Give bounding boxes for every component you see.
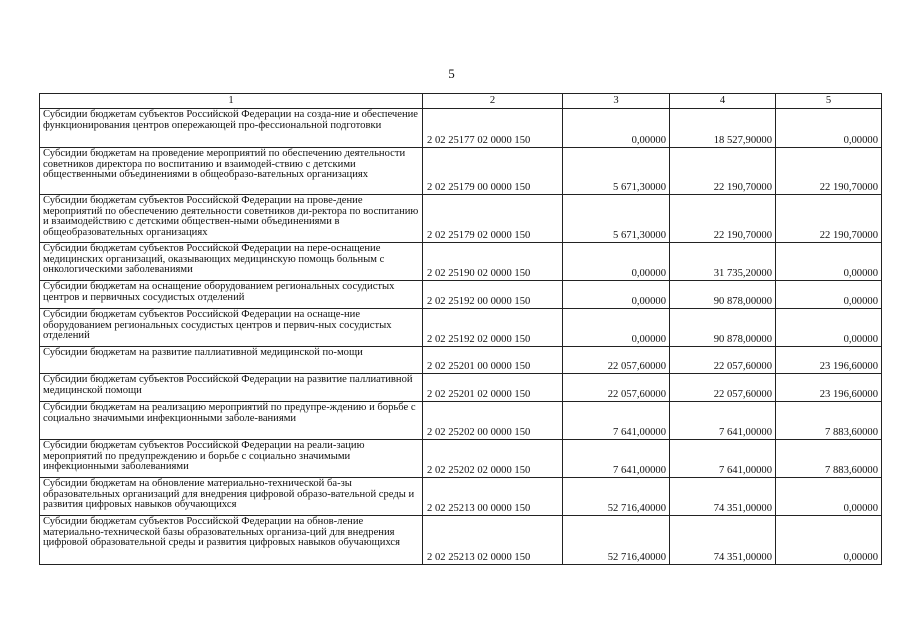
value-col5-cell: 23 196,60000 bbox=[776, 374, 882, 402]
table-row bbox=[40, 516, 882, 565]
budget-code-cell: 2 02 25179 00 0000 150 bbox=[423, 148, 563, 195]
value-col5-cell: 0,00000 bbox=[776, 281, 882, 309]
column-header-3: 3 bbox=[563, 94, 670, 109]
budget-code-cell: 2 02 25213 02 0000 150 bbox=[423, 516, 563, 565]
value-col4-cell: 7 641,00000 bbox=[670, 402, 776, 440]
row-name-cell: Субсидии бюджетам субъектов Российской Федерации на созда-ние и обеспечение функционирования центров опережающей про-фессиональной подготовки bbox=[40, 109, 423, 148]
row-name-cell: Субсидии бюджетам на развитие паллиативной медицинской по-мощи bbox=[40, 347, 423, 374]
value-col4-cell: 18 527,90000 bbox=[670, 109, 776, 148]
budget-code-cell: 2 02 25179 02 0000 150 bbox=[423, 195, 563, 243]
table-row bbox=[40, 478, 882, 516]
value-col5-cell: 0,00000 bbox=[776, 478, 882, 516]
value-col3-cell: 52 716,40000 bbox=[563, 516, 670, 565]
page-number: 5 bbox=[448, 66, 455, 81]
row-name-cell: Субсидии бюджетам на оснащение оборудованием региональных сосудистых центров и первичных сосудистых отделений bbox=[40, 281, 423, 309]
table-row bbox=[40, 281, 882, 309]
value-col4-cell: 22 190,70000 bbox=[670, 148, 776, 195]
column-header-2: 2 bbox=[423, 94, 563, 109]
table-row bbox=[40, 109, 882, 148]
value-col5-cell: 22 190,70000 bbox=[776, 195, 882, 243]
column-header-5: 5 bbox=[776, 94, 882, 109]
value-col5-cell: 7 883,60000 bbox=[776, 440, 882, 478]
table-row bbox=[40, 440, 882, 478]
value-col4-cell: 22 057,60000 bbox=[670, 374, 776, 402]
value-col5-cell: 0,00000 bbox=[776, 109, 882, 148]
value-col4-cell: 22 190,70000 bbox=[670, 195, 776, 243]
table-row bbox=[40, 195, 882, 243]
value-col3-cell: 22 057,60000 bbox=[563, 347, 670, 374]
table-row bbox=[40, 347, 882, 374]
value-col4-cell: 74 351,00000 bbox=[670, 516, 776, 565]
value-col5-cell: 23 196,60000 bbox=[776, 347, 882, 374]
table-row bbox=[40, 243, 882, 281]
budget-table bbox=[39, 93, 882, 565]
budget-code-cell: 2 02 25202 02 0000 150 bbox=[423, 440, 563, 478]
table-header-row bbox=[40, 94, 882, 109]
value-col5-cell: 22 190,70000 bbox=[776, 148, 882, 195]
budget-code-cell: 2 02 25201 02 0000 150 bbox=[423, 374, 563, 402]
budget-code-cell: 2 02 25177 02 0000 150 bbox=[423, 109, 563, 148]
row-name-cell: Субсидии бюджетам субъектов Российской Федерации на оснаще-ние оборудованием региональных сосудистых центров и первич-ных сосудистых отделений bbox=[40, 309, 423, 347]
value-col4-cell: 90 878,00000 bbox=[670, 281, 776, 309]
value-col5-cell: 0,00000 bbox=[776, 516, 882, 565]
table-row bbox=[40, 374, 882, 402]
value-col4-cell: 7 641,00000 bbox=[670, 440, 776, 478]
budget-code-cell: 2 02 25201 00 0000 150 bbox=[423, 347, 563, 374]
table-row bbox=[40, 402, 882, 440]
value-col5-cell: 7 883,60000 bbox=[776, 402, 882, 440]
budget-code-cell: 2 02 25192 00 0000 150 bbox=[423, 281, 563, 309]
budget-code-cell: 2 02 25190 02 0000 150 bbox=[423, 243, 563, 281]
table-row bbox=[40, 309, 882, 347]
value-col3-cell: 52 716,40000 bbox=[563, 478, 670, 516]
column-header-4: 4 bbox=[670, 94, 776, 109]
row-name-cell: Субсидии бюджетам субъектов Российской Федерации на обнов-ление материально-технической базы образовательных организа-ций для внедрения цифровой образовательной среды и развития цифровых навыков обучающихся bbox=[40, 516, 423, 565]
value-col4-cell: 31 735,20000 bbox=[670, 243, 776, 281]
value-col4-cell: 22 057,60000 bbox=[670, 347, 776, 374]
value-col3-cell: 5 671,30000 bbox=[563, 148, 670, 195]
table-row bbox=[40, 148, 882, 195]
value-col3-cell: 0,00000 bbox=[563, 281, 670, 309]
value-col3-cell: 5 671,30000 bbox=[563, 195, 670, 243]
value-col4-cell: 74 351,00000 bbox=[670, 478, 776, 516]
value-col3-cell: 7 641,00000 bbox=[563, 402, 670, 440]
value-col5-cell: 0,00000 bbox=[776, 243, 882, 281]
column-header-1: 1 bbox=[40, 94, 423, 109]
row-name-cell: Субсидии бюджетам субъектов Российской Федерации на реали-зацию мероприятий по предупреждению и борьбе с социально значимыми инфекционными заболеваниями bbox=[40, 440, 423, 478]
row-name-cell: Субсидии бюджетам на реализацию мероприятий по предупре-ждению и борьбе с социально значимыми инфекционными заболе-ваниями bbox=[40, 402, 423, 440]
value-col5-cell: 0,00000 bbox=[776, 309, 882, 347]
budget-code-cell: 2 02 25202 00 0000 150 bbox=[423, 402, 563, 440]
row-name-cell: Субсидии бюджетам субъектов Российской Федерации на пере-оснащение медицинских организаций, оказывающих медицинскую помощь больным с онкологическими заболеваниями bbox=[40, 243, 423, 281]
value-col3-cell: 22 057,60000 bbox=[563, 374, 670, 402]
value-col3-cell: 0,00000 bbox=[563, 309, 670, 347]
value-col3-cell: 0,00000 bbox=[563, 109, 670, 148]
row-name-cell: Субсидии бюджетам на обновление материально-технической ба-зы образовательных организаций для внедрения цифровой образо-вательной среды и развития цифровых навыков обучающихся bbox=[40, 478, 423, 516]
value-col4-cell: 90 878,00000 bbox=[670, 309, 776, 347]
row-name-cell: Субсидии бюджетам субъектов Российской Федерации на развитие паллиативной медицинской помощи bbox=[40, 374, 423, 402]
row-name-cell: Субсидии бюджетам субъектов Российской Федерации на прове-дение мероприятий по обеспечению деятельности советников ди-ректора по воспитанию и взаимодействию с детскими обществен-ными объединениями в общеобразовательных организациях bbox=[40, 195, 423, 243]
budget-code-cell: 2 02 25192 02 0000 150 bbox=[423, 309, 563, 347]
value-col3-cell: 0,00000 bbox=[563, 243, 670, 281]
value-col3-cell: 7 641,00000 bbox=[563, 440, 670, 478]
row-name-cell: Субсидии бюджетам на проведение мероприятий по обеспечению деятельности советников директора по воспитанию и взаимодей-ствию с детскими общественными объединениями в общеобразо-вательных организациях bbox=[40, 148, 423, 195]
budget-code-cell: 2 02 25213 00 0000 150 bbox=[423, 478, 563, 516]
